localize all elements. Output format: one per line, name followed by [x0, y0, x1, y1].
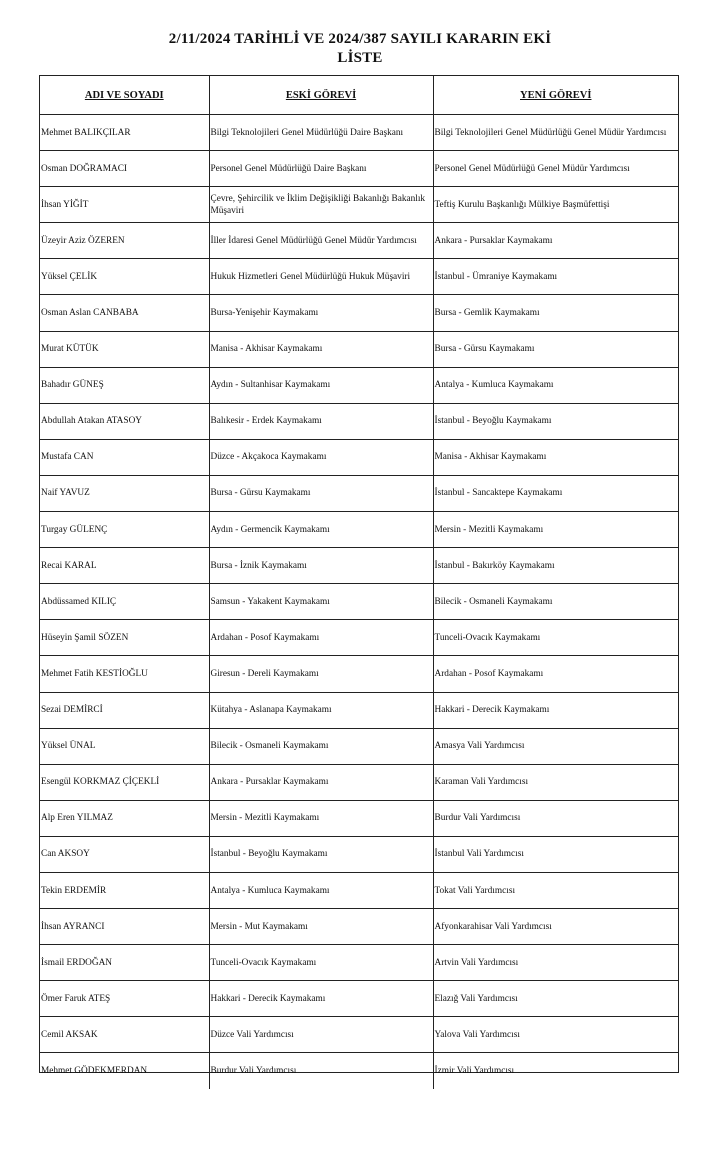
header-new-position: YENİ GÖREVİ	[433, 76, 678, 115]
cell-old-position: Kütahya - Aslanapa Kaymakamı	[209, 692, 433, 728]
table-row	[40, 115, 678, 151]
cell-name: Recai KARAL	[40, 548, 209, 584]
cell-name: Abdüssamed KILIÇ	[40, 584, 209, 620]
cell-new-position: Bursa - Gemlik Kaymakamı	[433, 295, 678, 331]
cell-new-position: Personel Genel Müdürlüğü Genel Müdür Yardımcısı	[433, 151, 678, 187]
cell-name: Can AKSOY	[40, 836, 209, 872]
cell-name: Üzeyir Aziz ÖZEREN	[40, 223, 209, 259]
table-row	[40, 1017, 678, 1053]
cell-new-position: Karaman Vali Yardımcısı	[433, 764, 678, 800]
cell-old-position: Çevre, Şehircilik ve İklim Değişikliği Bakanlığı Bakanlık Müşaviri	[209, 187, 433, 223]
table-row	[40, 692, 678, 728]
cell-old-position: Hakkari - Derecik Kaymakamı	[209, 981, 433, 1017]
cell-new-position: İstanbul - Ümraniye Kaymakamı	[433, 259, 678, 295]
table-row	[40, 656, 678, 692]
cell-new-position: Bursa - Gürsu Kaymakamı	[433, 331, 678, 367]
cell-old-position: Balıkesir - Erdek Kaymakamı	[209, 403, 433, 439]
cell-name: İsmail ERDOĞAN	[40, 945, 209, 981]
table-row	[40, 1053, 678, 1089]
header-old-position: ESKİ GÖREVİ	[209, 76, 433, 115]
cell-name: Naif YAVUZ	[40, 475, 209, 511]
table-row	[40, 439, 678, 475]
cell-name: Osman DOĞRAMACI	[40, 151, 209, 187]
cell-name: Esengül KORKMAZ ÇİÇEKLİ	[40, 764, 209, 800]
table-body	[40, 115, 678, 1089]
cell-new-position: İstanbul - Bakırköy Kaymakamı	[433, 548, 678, 584]
cell-name: Ömer Faruk ATEŞ	[40, 981, 209, 1017]
table-row	[40, 584, 678, 620]
cell-old-position: Antalya - Kumluca Kaymakamı	[209, 872, 433, 908]
table-header-row	[40, 76, 678, 115]
table-row	[40, 872, 678, 908]
table-row	[40, 475, 678, 511]
cell-name: Turgay GÜLENÇ	[40, 512, 209, 548]
cell-old-position: Aydın - Germencik Kaymakamı	[209, 512, 433, 548]
cell-name: Mehmet Fatih KESTİOĞLU	[40, 656, 209, 692]
cell-name: Mustafa CAN	[40, 439, 209, 475]
assignment-table	[39, 75, 679, 1076]
table-row	[40, 909, 678, 945]
cell-old-position: Tunceli-Ovacık Kaymakamı	[209, 945, 433, 981]
cell-old-position: Düzce - Akçakoca Kaymakamı	[209, 439, 433, 475]
title-line-1: 2/11/2024 TARİHLİ VE 2024/387 SAYILI KARARIN EKİ	[168, 31, 552, 47]
table-row	[40, 403, 678, 439]
cell-old-position: İstanbul - Beyoğlu Kaymakamı	[209, 836, 433, 872]
cell-new-position: Artvin Vali Yardımcısı	[433, 945, 678, 981]
table-row	[40, 331, 678, 367]
cell-old-position: İller İdaresi Genel Müdürlüğü Genel Müdür Yardımcısı	[209, 223, 433, 259]
title-line-2: LİSTE	[337, 50, 383, 66]
cell-name: Mehmet BALIKÇILAR	[40, 115, 209, 151]
cell-old-position: Ankara - Pursaklar Kaymakamı	[209, 764, 433, 800]
table-row	[40, 512, 678, 548]
cell-old-position: Bilgi Teknolojileri Genel Müdürlüğü Daire Başkanı	[209, 115, 433, 151]
header-name: ADI VE SOYADI	[40, 76, 209, 115]
cell-new-position: İstanbul - Sancaktepe Kaymakamı	[433, 475, 678, 511]
cell-new-position: İzmir Vali Yardımcısı	[434, 1065, 515, 1076]
cell-new-position: Hakkari - Derecik Kaymakamı	[433, 692, 678, 728]
cell-old-position: Manisa - Akhisar Kaymakamı	[209, 331, 433, 367]
table-row	[40, 620, 678, 656]
cell-new-position: Burdur Vali Yardımcısı	[433, 800, 678, 836]
cell-old-position: Mersin - Mut Kaymakamı	[209, 909, 433, 945]
cell-new-position: Ankara - Pursaklar Kaymakamı	[433, 223, 678, 259]
cell-old-position: Bilecik - Osmaneli Kaymakamı	[209, 728, 433, 764]
cell-old-position: Samsun - Yakakent Kaymakamı	[209, 584, 433, 620]
cell-new-position: Bilgi Teknolojileri Genel Müdürlüğü Genel Müdür Yardımcısı	[433, 115, 678, 151]
cell-name: İhsan YİĞİT	[40, 187, 209, 223]
cell-new-position: Tunceli-Ovacık Kaymakamı	[433, 620, 678, 656]
cell-name: Yüksel ÜNAL	[40, 728, 209, 764]
table-row	[40, 295, 678, 331]
table-row	[40, 259, 678, 295]
cell-new-position: Afyonkarahisar Vali Yardımcısı	[433, 909, 678, 945]
table-row	[40, 728, 678, 764]
cell-new-position: Tokat Vali Yardımcısı	[433, 872, 678, 908]
cell-new-position: İstanbul Vali Yardımcısı	[433, 836, 678, 872]
cell-old-position: Düzce Vali Yardımcısı	[209, 1017, 433, 1053]
table-row	[40, 151, 678, 187]
cell-name: Yüksel ÇELİK	[40, 259, 209, 295]
cell-old-position: Mersin - Mezitli Kaymakamı	[209, 800, 433, 836]
table-row	[40, 945, 678, 981]
cell-name: Murat KÜTÜK	[40, 331, 209, 367]
cell-name: Sezai DEMİRCİ	[40, 692, 209, 728]
cell-old-position: Bursa-Yenişehir Kaymakamı	[209, 295, 433, 331]
cell-old-position: Bursa - İznik Kaymakamı	[209, 548, 433, 584]
cell-name: Mehmet GÖDEKMERDAN	[40, 1053, 209, 1089]
cell-name: Bahadır GÜNEŞ	[40, 367, 209, 403]
table-row	[40, 764, 678, 800]
cell-old-position: Bursa - Gürsu Kaymakamı	[209, 475, 433, 511]
cell-old-position: Ardahan - Posof Kaymakamı	[209, 620, 433, 656]
cell-name: Hüseyin Şamil SÖZEN	[40, 620, 209, 656]
cell-old-position: Aydın - Sultanhisar Kaymakamı	[209, 367, 433, 403]
cell-old-position: Personel Genel Müdürlüğü Daire Başkanı	[209, 151, 433, 187]
cell-name: İhsan AYRANCI	[40, 909, 209, 945]
table-row	[40, 836, 678, 872]
table-row	[40, 223, 678, 259]
cell-old-position: Burdur Vali Yardımcısı	[209, 1053, 433, 1089]
cell-name: Tekin ERDEMİR	[40, 872, 209, 908]
cell-old-position: Hukuk Hizmetleri Genel Müdürlüğü Hukuk Müşaviri	[209, 259, 433, 295]
cell-new-position: Yalova Vali Yardımcısı	[433, 1017, 678, 1053]
cell-new-position: Manisa - Akhisar Kaymakamı	[433, 439, 678, 475]
cell-new-position: Teftiş Kurulu Başkanlığı Mülkiye Başmüfettişi	[433, 187, 678, 223]
cell-name: Cemil AKSAK	[40, 1017, 209, 1053]
cell-name: Alp Eren YILMAZ	[40, 800, 209, 836]
cell-new-position: Amasya Vali Yardımcısı	[433, 728, 678, 764]
table-row	[40, 548, 678, 584]
table-row	[40, 800, 678, 836]
cell-new-position: Elazığ Vali Yardımcısı	[433, 981, 678, 1017]
document-title	[0, 30, 720, 68]
cell-new-position: Mersin - Mezitli Kaymakamı	[433, 512, 678, 548]
table-row	[40, 367, 678, 403]
table-row	[40, 187, 678, 223]
cell-name: Osman Aslan CANBABA	[40, 295, 209, 331]
cell-old-position: Giresun - Dereli Kaymakamı	[209, 656, 433, 692]
cell-name: Abdullah Atakan ATASOY	[40, 403, 209, 439]
cell-new-position: İstanbul - Beyoğlu Kaymakamı	[433, 403, 678, 439]
cell-new-position: Antalya - Kumluca Kaymakamı	[433, 367, 678, 403]
cell-new-position: Bilecik - Osmaneli Kaymakamı	[433, 584, 678, 620]
cell-new-position: Ardahan - Posof Kaymakamı	[433, 656, 678, 692]
table-row	[40, 981, 678, 1017]
